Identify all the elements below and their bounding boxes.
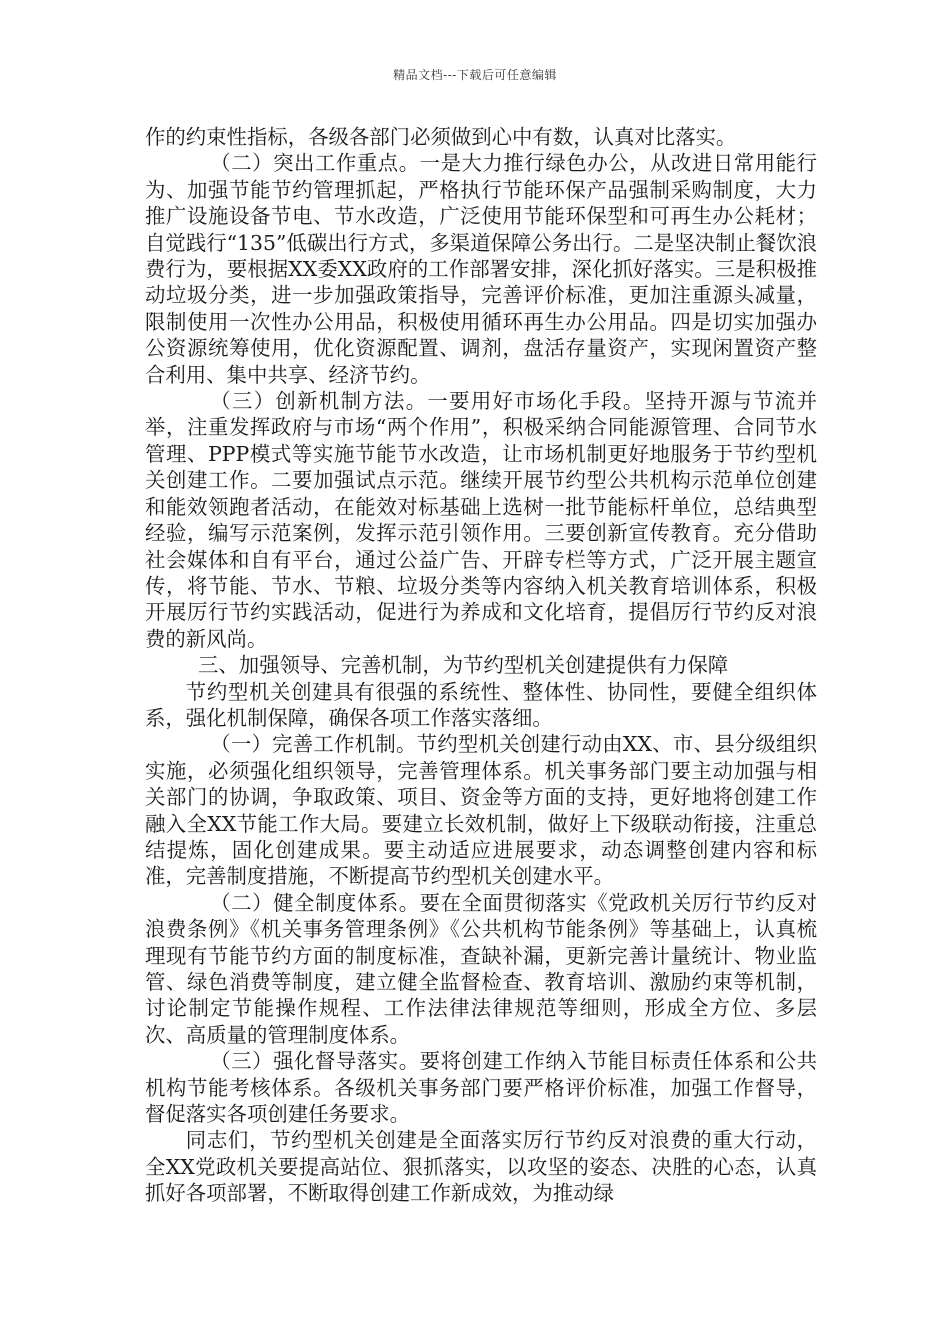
- paragraph-work-mechanism: （一）完善工作机制。节约型机关创建行动由XX、市、县分级组织实施，必须强化组织领导，完善管理体系。机关事务部门要主动加强与相关部门的协调，争取政策、项目、资金等方面的支持，更好地将创建工作融入全XX节能工作大局。要建立长效机制，做好上下级联动衔接，注重总结提炼，固化创建成果。要主动适应进展要求，动态调整创建内容和标准，完善制度措施，不断提高节约型机关创建水平。: [145, 732, 817, 889]
- paragraph-focus-priorities: （二）突出工作重点。一是大力推行绿色办公，从改进日常用能行为、加强节能节约管理抓起，严格执行节能环保产品强制采购制度，大力推广设施设备节电、节水改造，广泛使用节能环保型和可再生办公耗材；自觉践行“135”低碳出行方式，多渠道保障公务出行。二是坚决制止餐饮浪费行为，要根据XX委XX政府的工作部署安排，深化抓好落实。三是积极推动垃圾分类，进一步加强政策指导，完善评价标准，更加注重源头减量，限制使用一次性办公用品，积极使用循环再生办公用品。四是切实加强办公资源统筹使用，优化资源配置、调剂，盘活存量资产，实现闲置资产整合利用、集中共享、经济节约。: [145, 151, 817, 387]
- section-heading-three: 三、加强领导、完善机制，为节约型机关创建提供有力保障: [198, 653, 729, 678]
- paragraph-supervision: （三）强化督导落实。要将创建工作纳入节能目标责任体系和公共机构节能考核体系。各级机关事务部门要严格评价标准，加强工作督导，督促落实各项创建任务要求。: [145, 1049, 817, 1127]
- paragraph-innovation-methods: （三）创新机制方法。一要用好市场化手段。坚持开源与节流并举，注重发挥政府与市场“两个作用”，积极采纳合同能源管理、合同节水管理、PPP模式等实施节能节水改造，让市场机制更好地服务于节约型机关创建工作。二要加强试点示范。继续开展节约型公共机构示范单位创建和能效领跑者活动，在能效对标基础上选树一批节能标杆单位，总结典型经验，编写示范案例，发挥示范引领作用。三要创新宣传教育。充分借助社会媒体和自有平台，通过公益广告、开辟专栏等方式，广泛开展主题宣传，将节能、节水、节粮、垃圾分类等内容纳入机关教育培训体系，积极开展厉行节约实践活动，促进行为养成和文化培育，提倡厉行节约反对浪费的新风尚。: [145, 389, 817, 651]
- paragraph-continuation: 作的约束性指标，各级各部门必须做到心中有数，认真对比落实。: [145, 125, 737, 149]
- document-body: [145, 124, 817, 1207]
- paragraph-closing: 同志们，节约型机关创建是全面落实厉行节约反对浪费的重大行动，全XX党政机关要提高站位、狠抓落实，以攻坚的姿态、决胜的心态，认真抓好各项部署，不断取得创建工作新成效，为推动绿: [145, 1128, 817, 1206]
- paragraph-system-rules: （二）健全制度体系。要在全面贯彻落实《党政机关厉行节约反对浪费条例》《机关事务管理条例》《公共机构节能条例》等基础上，认真梳理现有节能节约方面的制度标准，查缺补漏，更新完善计量统计、物业监管、绿色消费等制度，建立健全监督检查、教育培训、激励约束等机制，讨论制定节能操作规程、工作法律法律规范等细则，形成全方位、多层次、高质量的管理制度体系。: [145, 890, 817, 1047]
- paragraph-section-intro: 节约型机关创建具有很强的系统性、整体性、协同性，要健全组织体系，强化机制保障，确保各项工作落实落细。: [145, 679, 817, 730]
- page-header: 精品文档---下载后可任意编辑: [393, 68, 557, 82]
